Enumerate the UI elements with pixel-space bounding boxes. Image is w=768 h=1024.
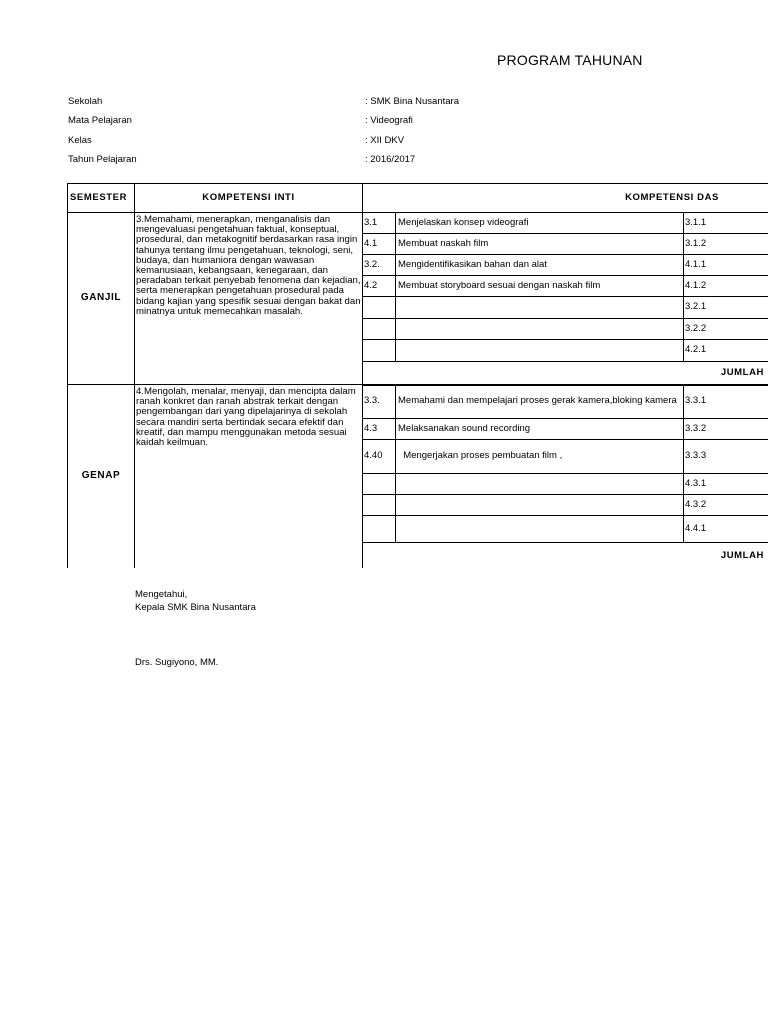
kd-code: 4.3 xyxy=(362,418,396,440)
kd-description xyxy=(395,318,684,340)
info-label: Tahun Pelajaran xyxy=(68,154,137,165)
kd-subcode: 4.1.2 xyxy=(683,275,768,297)
header-semester: SEMESTER xyxy=(67,183,135,213)
kd-description: Membuat naskah film xyxy=(395,233,684,255)
kd-description: Mengerjakan proses pembuatan film , xyxy=(395,439,684,474)
kd-code xyxy=(362,318,396,340)
jumlah-row: JUMLAH xyxy=(362,361,768,386)
kd-description: Memahami dan mempelajari proses gerak kamera,bloking kamera xyxy=(395,384,684,419)
program-table xyxy=(67,183,768,568)
kd-code: 3.3. xyxy=(362,384,396,419)
kd-description xyxy=(395,515,684,543)
kd-code: 3.1 xyxy=(362,212,396,234)
signature-acknowledged: Mengetahui, xyxy=(135,589,188,600)
kd-code: 4.1 xyxy=(362,233,396,255)
kd-description: Membuat storyboard sesuai dengan naskah film xyxy=(395,275,684,297)
semester-ganjil: GANJIL xyxy=(67,212,135,385)
info-value: : 2016/2017 xyxy=(365,154,416,165)
kd-subcode: 3.1.1 xyxy=(683,212,768,234)
page-title: PROGRAM TAHUNAN xyxy=(497,52,643,68)
kompetensi-inti-ganjil: 3.Memahami, menerapkan, menganalisis dan mengevaluasi pengetahuan faktual, konseptual, prosedural, dan metakognitif berdasarkan rasa ingin tahunya tentang ilmu pengetahuan, teknologi, seni, budaya, dan humaniora dengan wawasan kemanusiaan, kebangsaan, kenegaraan, dan peradaban terkait penyebab fenomena dan kejadian, serta menerapkan pengetahuan prosedural pada bidang kajian yang spesifik sesuai dengan bakat dan minatnya untuk memecahkan masalah. xyxy=(134,212,363,385)
info-value: : Videografi xyxy=(365,115,413,126)
kd-description xyxy=(395,494,684,516)
signature-name: Drs. Sugiyono, MM. xyxy=(135,657,219,668)
info-label: Mata Pelajaran xyxy=(68,115,132,126)
kd-code xyxy=(362,473,396,495)
kd-subcode: 3.1.2 xyxy=(683,233,768,255)
jumlah-row: JUMLAH xyxy=(362,542,768,568)
kd-description: Melaksanakan sound recording xyxy=(395,418,684,440)
kd-code xyxy=(362,494,396,516)
kd-description: Mengidentifikasikan bahan dan alat xyxy=(395,254,684,276)
kompetensi-inti-genap: 4.Mengolah, menalar, menyaji, dan mencipta dalam ranah konkret dan ranah abstrak terkait dengan pengembangan dari yang dipelajarinya di sekolah secara mandiri serta bertindak secara efektif dan kreatif, dan mampu menggunakan metoda sesuai kaidah keilmuan. xyxy=(134,384,363,568)
kd-subcode: 4.4.1 xyxy=(683,515,768,543)
kd-subcode: 4.2.1 xyxy=(683,339,768,362)
kd-subcode: 3.3.3 xyxy=(683,439,768,474)
header-kompetensi-dasar: KOMPETENSI DAS xyxy=(362,183,768,213)
kd-description xyxy=(395,296,684,319)
kd-subcode: 3.3.2 xyxy=(683,418,768,440)
kd-subcode: 3.2.1 xyxy=(683,296,768,319)
kd-code xyxy=(362,296,396,319)
kd-code: 4.40 xyxy=(362,439,396,474)
kd-code xyxy=(362,515,396,543)
info-value: : XII DKV xyxy=(365,135,405,146)
info-label: Sekolah xyxy=(68,96,103,107)
kd-subcode: 3.2.2 xyxy=(683,318,768,340)
kd-code xyxy=(362,339,396,362)
semester-genap: GENAP xyxy=(67,384,135,568)
kd-code: 3.2. xyxy=(362,254,396,276)
info-label: Kelas xyxy=(68,135,92,146)
info-value: : SMK Bina Nusantara xyxy=(365,96,459,107)
kd-description xyxy=(395,339,684,362)
kd-subcode: 4.3.2 xyxy=(683,494,768,516)
kd-description xyxy=(395,473,684,495)
kd-code: 4.2 xyxy=(362,275,396,297)
signature-position: Kepala SMK Bina Nusantara xyxy=(135,602,256,613)
kd-subcode: 4.3.1 xyxy=(683,473,768,495)
kd-subcode: 3.3.1 xyxy=(683,384,768,419)
kd-subcode: 4.1.1 xyxy=(683,254,768,276)
header-kompetensi-inti: KOMPETENSI INTI xyxy=(134,183,363,213)
kd-description: Menjelaskan konsep videografi xyxy=(395,212,684,234)
